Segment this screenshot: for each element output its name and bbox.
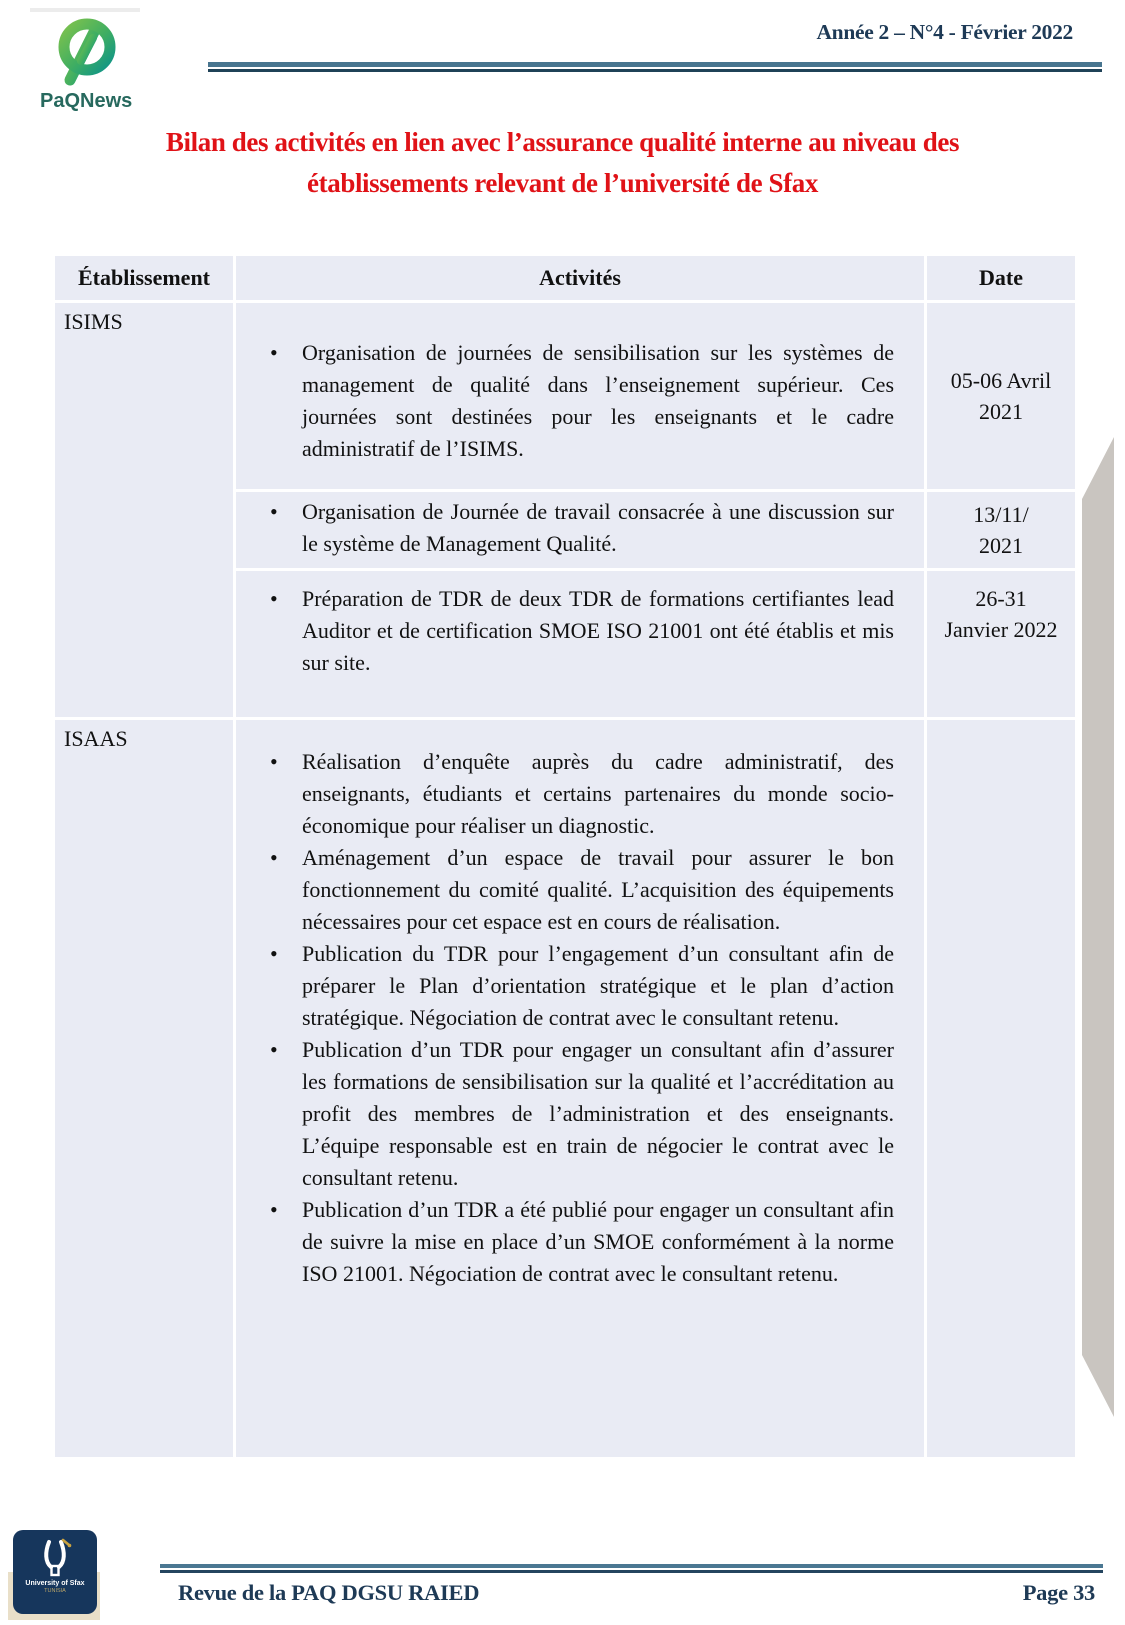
list-item bbox=[254, 496, 894, 560]
activity-text: Préparation de TDR de deux TDR de formations certifiantes lead Auditor et de certification SMOE ISO 21001 ont été établis et mis sur site. bbox=[302, 586, 894, 675]
column-header-activites: Activités bbox=[236, 256, 924, 300]
activity-text: Publication du TDR pour l’engagement d’un consultant afin de préparer le Plan d’orientation stratégique et le plan d’action stratégique. Négociation de contrat avec le consultant retenu. bbox=[302, 941, 894, 1030]
date-line: Janvier 2022 bbox=[944, 617, 1058, 642]
paqnews-wordmark: PaQNews bbox=[40, 90, 133, 112]
bullet-icon: • bbox=[270, 1197, 278, 1222]
date-line: 2021 bbox=[979, 399, 1023, 424]
activities-table bbox=[55, 256, 1075, 1457]
footer-journal-title: Revue de la PAQ DGSU RAIED bbox=[178, 1580, 480, 1605]
date-line: 13/11/ bbox=[973, 502, 1029, 527]
list-item bbox=[254, 1194, 894, 1290]
top-gray-strip bbox=[30, 8, 140, 12]
isaas-activities bbox=[236, 720, 924, 1457]
etablissement-isims: ISIMS bbox=[55, 303, 233, 717]
activity-text: Réalisation d’enquête auprès du cadre administratif, des enseignants, étudiants et certains partenaires du monde socio-économique pour réaliser un diagnostic. bbox=[302, 749, 894, 838]
column-header-etablissement: Établissement bbox=[55, 256, 233, 300]
isaas-date bbox=[927, 720, 1075, 1457]
isims-activity-3 bbox=[236, 571, 924, 717]
activity-text: Publication d’un TDR a été publié pour engager un consultant afin de suivre la mise en place d’un SMOE conformément à la norme ISO 21001. Négociation de contrat avec le consultant retenu. bbox=[302, 1197, 894, 1286]
page-title-line1: Bilan des activités en lien avec l’assurance qualité interne au niveau des bbox=[165, 127, 960, 157]
activity-text: Organisation de journées de sensibilisation sur les systèmes de management de qualité dans l’enseignement supérieur. Ces journées sont destinées pour les enseignants et le cadre administratif de l’ISIMS. bbox=[302, 340, 894, 461]
university-logo-country: TUNISIA bbox=[44, 1588, 66, 1594]
list-item bbox=[254, 746, 894, 842]
paqnews-logo bbox=[40, 14, 132, 113]
bullet-icon: • bbox=[270, 499, 278, 524]
date-line: 05-06 Avril bbox=[950, 368, 1052, 393]
university-logo bbox=[13, 1530, 97, 1614]
activity-text: Aménagement d’un espace de travail pour assurer le bon fonctionnement du comité qualité. L’acquisition des équipements nécessaires pour cet espace est en cours de réalisation. bbox=[302, 845, 894, 934]
isims-activity-1 bbox=[236, 303, 924, 489]
bullet-icon: • bbox=[270, 845, 278, 870]
side-ribbon-decoration bbox=[1082, 437, 1114, 1417]
footer bbox=[178, 1580, 1095, 1606]
date-line: 26-31 bbox=[975, 586, 1027, 611]
university-logo-caption: University of Sfax bbox=[25, 1580, 85, 1587]
paqnews-p-icon bbox=[50, 14, 122, 88]
page-title bbox=[60, 122, 1065, 204]
bullet-icon: • bbox=[270, 340, 278, 365]
list-item bbox=[254, 938, 894, 1034]
isims-date-2 bbox=[927, 492, 1075, 568]
footer-page-number: Page 33 bbox=[1022, 1580, 1095, 1605]
list-item bbox=[254, 337, 894, 465]
issue-label: Année 2 – N°4 - Février 2022 bbox=[816, 20, 1073, 44]
isims-date-3 bbox=[927, 571, 1075, 717]
bullet-icon: • bbox=[270, 586, 278, 611]
bullet-icon: • bbox=[270, 749, 278, 774]
list-item bbox=[254, 842, 894, 938]
bullet-icon: • bbox=[270, 1037, 278, 1062]
bullet-icon: • bbox=[270, 941, 278, 966]
isims-date-1 bbox=[927, 303, 1075, 489]
activity-text: Publication d’un TDR pour engager un consultant afin d’assurer les formations de sensibilisation sur la qualité et l’accréditation au profit des membres de l’administration et des enseignants. L’équipe responsable est en train de négocier le contrat avec le consultant retenu. bbox=[302, 1037, 894, 1190]
isims-activity-2 bbox=[236, 492, 924, 568]
date-line: 2021 bbox=[979, 533, 1023, 558]
page-title-line2: établissements relevant de l’université de Sfax bbox=[307, 168, 818, 198]
list-item bbox=[254, 583, 894, 679]
column-header-date: Date bbox=[927, 256, 1075, 300]
header-rule bbox=[208, 62, 1102, 72]
list-item bbox=[254, 1034, 894, 1194]
etablissement-isaas: ISAAS bbox=[55, 720, 233, 1457]
university-emblem-icon bbox=[33, 1536, 77, 1580]
footer-rule bbox=[160, 1564, 1103, 1573]
activity-text: Organisation de Journée de travail consacrée à une discussion sur le système de Management Qualité. bbox=[302, 499, 894, 556]
